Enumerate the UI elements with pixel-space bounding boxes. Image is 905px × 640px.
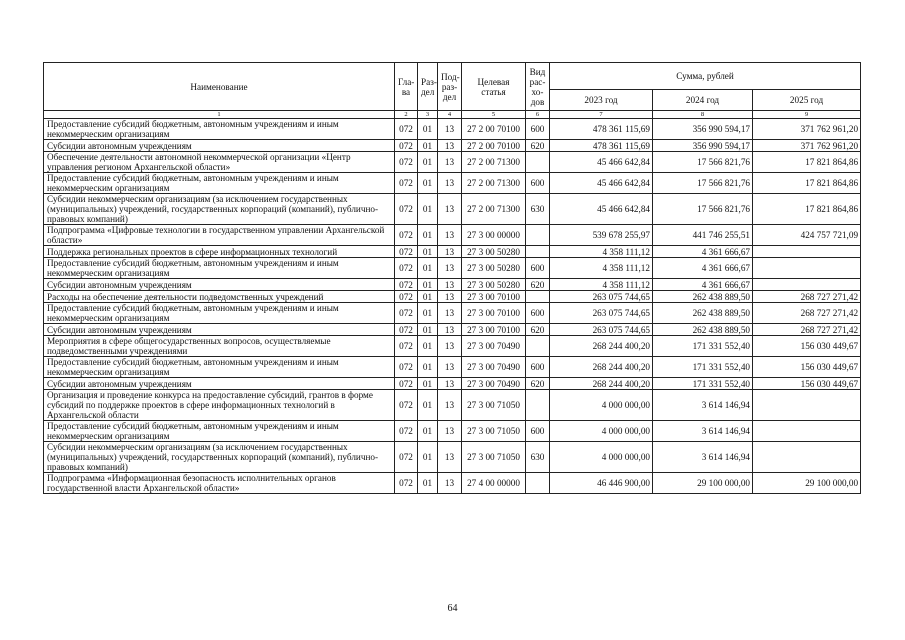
row-sum-2025 xyxy=(753,279,861,291)
row-razdel: 01 xyxy=(418,291,438,303)
row-sum-2023: 263 075 744,65 xyxy=(550,324,653,336)
row-podrazdel: 13 xyxy=(438,421,462,442)
row-podrazdel: 13 xyxy=(438,442,462,473)
row-podrazdel: 13 xyxy=(438,194,462,225)
row-sum-2024: 171 331 552,40 xyxy=(653,357,753,378)
row-name: Субсидии автономным учреждениям xyxy=(44,324,395,336)
row-sum-2024: 17 566 821,76 xyxy=(653,152,753,173)
row-podrazdel: 13 xyxy=(438,324,462,336)
row-target: 27 2 00 70100 xyxy=(462,119,526,140)
row-sum-2023: 4 358 111,12 xyxy=(550,258,653,279)
row-glava: 072 xyxy=(395,291,418,303)
row-razdel: 01 xyxy=(418,390,438,421)
row-sum-2025: 268 727 271,42 xyxy=(753,324,861,336)
row-glava: 072 xyxy=(395,173,418,194)
row-razdel: 01 xyxy=(418,140,438,152)
budget-table-container xyxy=(43,62,860,494)
row-sum-2025 xyxy=(753,390,861,421)
row-vid: 600 xyxy=(526,173,550,194)
row-name: Субсидии автономным учреждениям xyxy=(44,279,395,291)
row-sum-2025: 268 727 271,42 xyxy=(753,303,861,324)
table-row xyxy=(44,194,861,225)
row-vid: 600 xyxy=(526,421,550,442)
row-vid xyxy=(526,152,550,173)
row-glava: 072 xyxy=(395,279,418,291)
row-podrazdel: 13 xyxy=(438,390,462,421)
row-sum-2024: 3 614 146,94 xyxy=(653,390,753,421)
header-razdel: Раз- дел xyxy=(418,63,438,111)
table-row xyxy=(44,378,861,390)
row-sum-2024: 171 331 552,40 xyxy=(653,378,753,390)
page-number: 64 xyxy=(447,603,458,614)
row-sum-2025 xyxy=(753,246,861,258)
row-sum-2023: 45 466 642,84 xyxy=(550,152,653,173)
row-name: Предоставление субсидий бюджетным, автономным учреждениям и иным некоммерческим организациям xyxy=(44,119,395,140)
row-sum-2023: 478 361 115,69 xyxy=(550,140,653,152)
row-sum-2023: 539 678 255,97 xyxy=(550,225,653,246)
header-target: Целевая статья xyxy=(462,63,526,111)
row-target: 27 3 00 71050 xyxy=(462,421,526,442)
row-target: 27 3 00 70100 xyxy=(462,303,526,324)
column-index: 7 xyxy=(550,111,653,119)
row-sum-2025: 17 821 864,86 xyxy=(753,194,861,225)
row-vid: 620 xyxy=(526,324,550,336)
row-glava: 072 xyxy=(395,378,418,390)
row-razdel: 01 xyxy=(418,246,438,258)
header-year-2023: 2023 год xyxy=(550,90,653,111)
row-sum-2025: 371 762 961,20 xyxy=(753,140,861,152)
row-glava: 072 xyxy=(395,140,418,152)
row-razdel: 01 xyxy=(418,324,438,336)
row-sum-2023: 4 000 000,00 xyxy=(550,390,653,421)
row-razdel: 01 xyxy=(418,194,438,225)
row-podrazdel: 13 xyxy=(438,473,462,494)
column-index-row xyxy=(44,111,861,119)
row-razdel: 01 xyxy=(418,473,438,494)
row-sum-2025: 371 762 961,20 xyxy=(753,119,861,140)
row-vid: 630 xyxy=(526,442,550,473)
row-sum-2024: 262 438 889,50 xyxy=(653,291,753,303)
table-row xyxy=(44,152,861,173)
row-podrazdel: 13 xyxy=(438,336,462,357)
table-row xyxy=(44,246,861,258)
table-row xyxy=(44,421,861,442)
row-target: 27 2 00 71300 xyxy=(462,173,526,194)
row-name: Расходы на обеспечение деятельности подведомственных учреждений xyxy=(44,291,395,303)
row-sum-2025: 156 030 449,67 xyxy=(753,336,861,357)
row-name: Подпрограмма «Цифровые технологии в государственном управлении Архангельской области» xyxy=(44,225,395,246)
row-razdel: 01 xyxy=(418,173,438,194)
row-razdel: 01 xyxy=(418,357,438,378)
table-row xyxy=(44,140,861,152)
row-razdel: 01 xyxy=(418,378,438,390)
row-sum-2024: 29 100 000,00 xyxy=(653,473,753,494)
table-row xyxy=(44,336,861,357)
row-vid: 600 xyxy=(526,258,550,279)
header-name: Наименование xyxy=(44,63,395,111)
row-sum-2025 xyxy=(753,258,861,279)
row-podrazdel: 13 xyxy=(438,291,462,303)
row-glava: 072 xyxy=(395,473,418,494)
row-vid xyxy=(526,336,550,357)
row-glava: 072 xyxy=(395,303,418,324)
row-sum-2023: 263 075 744,65 xyxy=(550,291,653,303)
row-name: Поддержка региональных проектов в сфере информационных технологий xyxy=(44,246,395,258)
row-sum-2023: 4 000 000,00 xyxy=(550,421,653,442)
column-index: 5 xyxy=(462,111,526,119)
row-vid xyxy=(526,473,550,494)
row-name: Субсидии автономным учреждениям xyxy=(44,140,395,152)
row-name: Организация и проведение конкурса на предоставление субсидий, грантов в форме субсидий по поддержке проектов в сфере информационных технологий в Архангельской области xyxy=(44,390,395,421)
row-name: Мероприятия в сфере общегосударственных вопросов, осуществляемые подведомственными учреждениями xyxy=(44,336,395,357)
row-name: Предоставление субсидий бюджетным, автономным учреждениям и иным некоммерческим организациям xyxy=(44,173,395,194)
row-name: Субсидии некоммерческим организациям (за исключением государственных (муниципальных) учреждений, государственных корпораций (компаний), публично-правовых компаний) xyxy=(44,442,395,473)
row-target: 27 2 00 70100 xyxy=(462,140,526,152)
row-vid: 620 xyxy=(526,140,550,152)
table-row xyxy=(44,303,861,324)
row-sum-2024: 356 990 594,17 xyxy=(653,140,753,152)
row-razdel: 01 xyxy=(418,152,438,173)
row-podrazdel: 13 xyxy=(438,303,462,324)
row-glava: 072 xyxy=(395,119,418,140)
row-razdel: 01 xyxy=(418,336,438,357)
row-target: 27 3 00 70490 xyxy=(462,336,526,357)
row-name: Предоставление субсидий бюджетным, автономным учреждениям и иным некоммерческим организациям xyxy=(44,258,395,279)
row-glava: 072 xyxy=(395,246,418,258)
table-row xyxy=(44,173,861,194)
row-name: Предоставление субсидий бюджетным, автономным учреждениям и иным некоммерческим организациям xyxy=(44,357,395,378)
row-vid xyxy=(526,390,550,421)
row-vid: 620 xyxy=(526,279,550,291)
table-row xyxy=(44,357,861,378)
row-sum-2024: 3 614 146,94 xyxy=(653,442,753,473)
row-glava: 072 xyxy=(395,421,418,442)
row-sum-2024: 4 361 666,67 xyxy=(653,258,753,279)
row-target: 27 2 00 71300 xyxy=(462,194,526,225)
header-year-2025: 2025 год xyxy=(753,90,861,111)
table-row xyxy=(44,119,861,140)
table-header xyxy=(44,63,861,119)
table-row xyxy=(44,279,861,291)
row-razdel: 01 xyxy=(418,258,438,279)
row-sum-2025: 268 727 271,42 xyxy=(753,291,861,303)
header-glava: Гла- ва xyxy=(395,63,418,111)
row-podrazdel: 13 xyxy=(438,119,462,140)
row-razdel: 01 xyxy=(418,225,438,246)
table-body xyxy=(44,119,861,494)
header-vid: Вид рас- хо- дов xyxy=(526,63,550,111)
row-sum-2024: 3 614 146,94 xyxy=(653,421,753,442)
row-podrazdel: 13 xyxy=(438,246,462,258)
row-name: Подпрограмма «Информационная безопасность исполнительных органов государственной власти Архангельской области» xyxy=(44,473,395,494)
budget-table xyxy=(43,62,861,494)
table-row xyxy=(44,324,861,336)
row-target: 27 3 00 50280 xyxy=(462,258,526,279)
row-sum-2025: 29 100 000,00 xyxy=(753,473,861,494)
row-podrazdel: 13 xyxy=(438,225,462,246)
row-sum-2023: 263 075 744,65 xyxy=(550,303,653,324)
column-index: 6 xyxy=(526,111,550,119)
row-name: Обеспечение деятельности автономной некоммерческой организации «Центр управления регионом Архангельской области» xyxy=(44,152,395,173)
row-sum-2023: 46 446 900,00 xyxy=(550,473,653,494)
row-name: Предоставление субсидий бюджетным, автономным учреждениям и иным некоммерческим организациям xyxy=(44,421,395,442)
column-index: 8 xyxy=(653,111,753,119)
row-sum-2024: 17 566 821,76 xyxy=(653,194,753,225)
row-vid xyxy=(526,291,550,303)
row-sum-2023: 478 361 115,69 xyxy=(550,119,653,140)
row-target: 27 3 00 70490 xyxy=(462,357,526,378)
row-razdel: 01 xyxy=(418,421,438,442)
row-vid: 630 xyxy=(526,194,550,225)
row-vid: 620 xyxy=(526,378,550,390)
row-target: 27 3 00 71050 xyxy=(462,390,526,421)
row-glava: 072 xyxy=(395,258,418,279)
row-vid: 600 xyxy=(526,119,550,140)
row-sum-2023: 268 244 400,20 xyxy=(550,378,653,390)
row-name: Субсидии некоммерческим организациям (за исключением государственных (муниципальных) учреждений, государственных корпораций (компаний), публично-правовых компаний) xyxy=(44,194,395,225)
row-podrazdel: 13 xyxy=(438,357,462,378)
row-sum-2025: 17 821 864,86 xyxy=(753,173,861,194)
row-sum-2023: 4 358 111,12 xyxy=(550,246,653,258)
table-row xyxy=(44,442,861,473)
row-razdel: 01 xyxy=(418,119,438,140)
row-sum-2025: 17 821 864,86 xyxy=(753,152,861,173)
row-target: 27 4 00 00000 xyxy=(462,473,526,494)
row-razdel: 01 xyxy=(418,279,438,291)
row-name: Предоставление субсидий бюджетным, автономным учреждениям и иным некоммерческим организациям xyxy=(44,303,395,324)
row-glava: 072 xyxy=(395,390,418,421)
row-sum-2024: 4 361 666,67 xyxy=(653,279,753,291)
row-sum-2023: 268 244 400,20 xyxy=(550,357,653,378)
row-target: 27 3 00 70100 xyxy=(462,324,526,336)
header-sum: Сумма, рублей xyxy=(550,63,861,90)
row-sum-2025: 424 757 721,09 xyxy=(753,225,861,246)
row-sum-2023: 45 466 642,84 xyxy=(550,173,653,194)
header-podrazdel: Под- раз- дел xyxy=(438,63,462,111)
row-sum-2025: 156 030 449,67 xyxy=(753,357,861,378)
row-podrazdel: 13 xyxy=(438,173,462,194)
row-target: 27 3 00 70490 xyxy=(462,378,526,390)
row-glava: 072 xyxy=(395,152,418,173)
column-index: 3 xyxy=(418,111,438,119)
row-vid xyxy=(526,246,550,258)
row-glava: 072 xyxy=(395,357,418,378)
row-sum-2023: 45 466 642,84 xyxy=(550,194,653,225)
row-vid xyxy=(526,225,550,246)
row-vid: 600 xyxy=(526,357,550,378)
row-sum-2023: 4 000 000,00 xyxy=(550,442,653,473)
row-sum-2024: 171 331 552,40 xyxy=(653,336,753,357)
row-vid: 600 xyxy=(526,303,550,324)
row-glava: 072 xyxy=(395,336,418,357)
header-year-2024: 2024 год xyxy=(653,90,753,111)
row-podrazdel: 13 xyxy=(438,378,462,390)
row-target: 27 3 00 50280 xyxy=(462,279,526,291)
row-target: 27 2 00 71300 xyxy=(462,152,526,173)
row-podrazdel: 13 xyxy=(438,152,462,173)
row-sum-2025 xyxy=(753,442,861,473)
row-target: 27 3 00 50280 xyxy=(462,246,526,258)
column-index: 4 xyxy=(438,111,462,119)
row-razdel: 01 xyxy=(418,442,438,473)
column-index: 9 xyxy=(753,111,861,119)
row-glava: 072 xyxy=(395,225,418,246)
row-name: Субсидии автономным учреждениям xyxy=(44,378,395,390)
row-razdel: 01 xyxy=(418,303,438,324)
table-row xyxy=(44,225,861,246)
row-target: 27 3 00 00000 xyxy=(462,225,526,246)
table-row xyxy=(44,258,861,279)
table-row xyxy=(44,291,861,303)
row-target: 27 3 00 70100 xyxy=(462,291,526,303)
row-podrazdel: 13 xyxy=(438,140,462,152)
table-row xyxy=(44,390,861,421)
row-sum-2024: 4 361 666,67 xyxy=(653,246,753,258)
row-sum-2024: 262 438 889,50 xyxy=(653,324,753,336)
row-glava: 072 xyxy=(395,194,418,225)
row-glava: 072 xyxy=(395,442,418,473)
table-row xyxy=(44,473,861,494)
row-podrazdel: 13 xyxy=(438,279,462,291)
row-glava: 072 xyxy=(395,324,418,336)
row-sum-2024: 17 566 821,76 xyxy=(653,173,753,194)
row-sum-2024: 441 746 255,51 xyxy=(653,225,753,246)
row-sum-2025: 156 030 449,67 xyxy=(753,378,861,390)
row-sum-2025 xyxy=(753,421,861,442)
column-index: 1 xyxy=(44,111,395,119)
row-sum-2023: 268 244 400,20 xyxy=(550,336,653,357)
row-sum-2024: 262 438 889,50 xyxy=(653,303,753,324)
row-podrazdel: 13 xyxy=(438,258,462,279)
row-target: 27 3 00 71050 xyxy=(462,442,526,473)
column-index: 2 xyxy=(395,111,418,119)
row-sum-2024: 356 990 594,17 xyxy=(653,119,753,140)
row-sum-2023: 4 358 111,12 xyxy=(550,279,653,291)
